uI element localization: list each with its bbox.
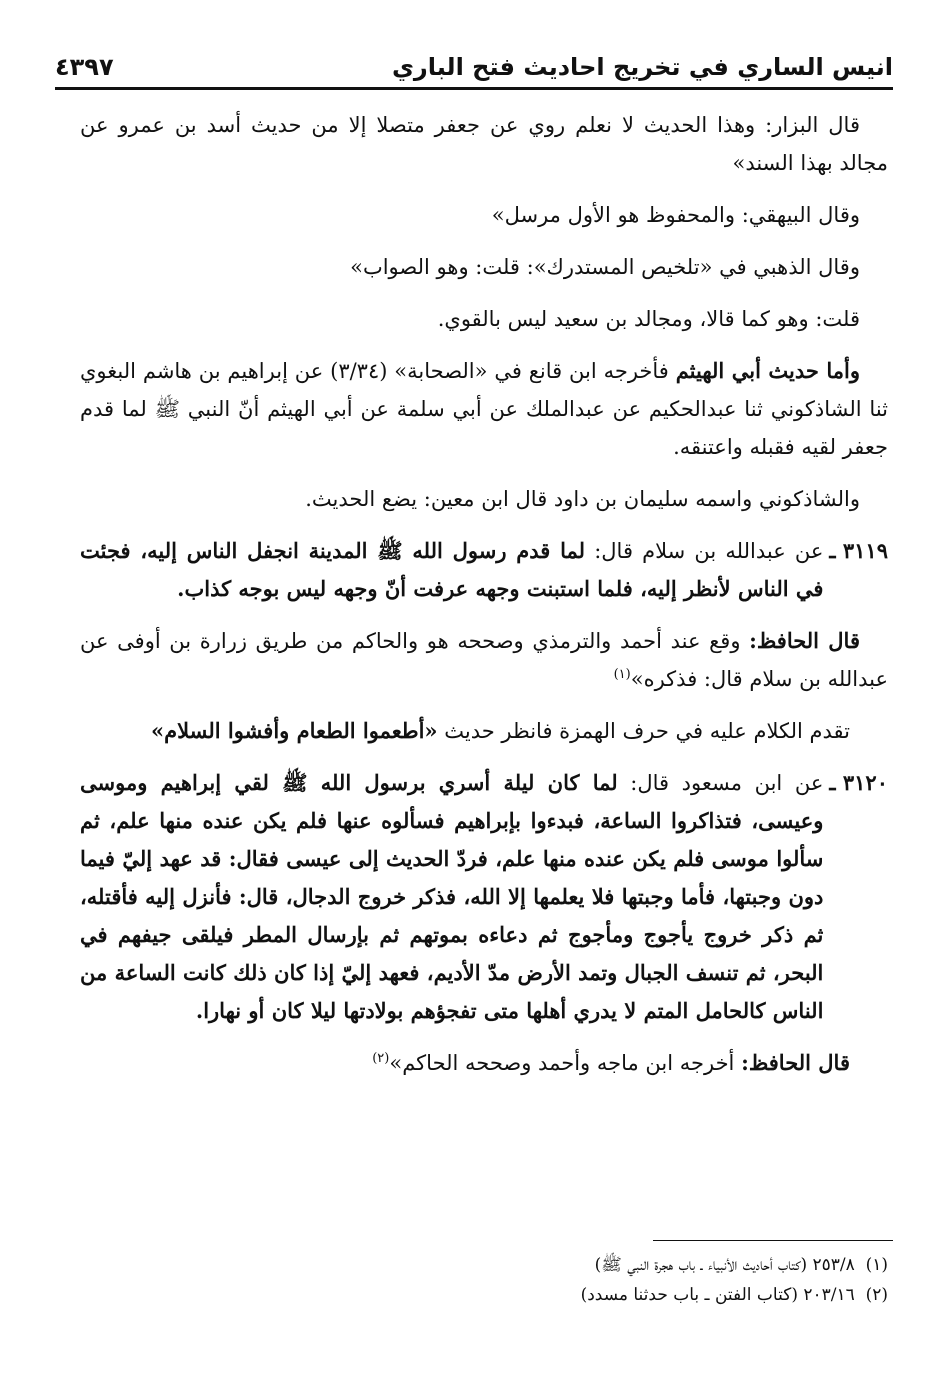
- paragraph-comment: قلت: وهو كما قالا، ومجالد بن سعيد ليس بالقوي.: [437, 307, 860, 331]
- hafiz-comment-1: [80, 622, 888, 698]
- paragraph-dhahabi: وقال الذهبي في «تلخيص المستدرك»: قلت: وهو الصواب»: [350, 255, 860, 279]
- paragraph-bayhaqi: وقال البيهقي: والمحفوظ هو الأول مرسل»: [491, 203, 860, 227]
- page-header: [55, 42, 893, 90]
- hadith-narrator: عن ابن مسعود قال:: [617, 771, 824, 795]
- cross-reference-title: «أطعموا الطعام وأفشوا السلام»: [150, 718, 438, 743]
- hafiz-comment-2: [80, 1044, 888, 1082]
- paragraph-abu-haytham: [80, 352, 888, 466]
- hadith-narrator: عن عبدالله بن سلام قال:: [585, 539, 824, 563]
- footnote-text: ٢٥٣/٨ (كتاب أحاديث الأنبياء ـ باب هجرة النبي ﷺ): [594, 1255, 855, 1275]
- running-title: انيس الساري في تخريج احاديث فتح الباري: [391, 53, 893, 81]
- hadith-text: لما كان ليلة أسري برسول الله ﷺ لقي إبراهيم وموسى وعيسى، فتذاكروا الساعة، فبدءوا بإبراهيم فسألوه عنها فلم يكن عنده منها علم، ثم سألوا موسى فلم يكن عنده منها علم، فردّ الحديث إلى عيسى فقال: قد عهد إليّ فيما دون وجبتها، فأما وجبتها فلا يعلمها إلا الله، فذكر خروج الدجال، قال: فأنزل إليه فأقتله، ثم ذكر خروج يأجوج ومأجوج ثم دعاءه بموتهم ثم بإرسال المطر فيلقى جيفهم في البحر، ثم تنسف الجبال وتمد الأرض مدّ الأديم، فعهد إليّ إذا كان ذلك كانت الساعة من الناس كالحامل المتم لا يدري أهلها متى تفجؤهم بولادتها ليلا كان أو نهارا.: [80, 770, 824, 1023]
- footnotes: [80, 1250, 888, 1310]
- hadith-body: [80, 532, 823, 608]
- hadith-body: [80, 764, 823, 1030]
- footnote-marker: (١): [865, 1255, 888, 1275]
- paragraph-bazzar: قال البزار: وهذا الحديث لا نعلم روي عن جعفر متصلا إلا من حديث أسد بن عمرو عن مجالد بهذا السند»: [80, 113, 888, 175]
- footnote-ref-2[interactable]: (٢): [372, 1051, 390, 1066]
- hadith-number: ٣١١٩ ـ: [829, 538, 888, 563]
- cross-reference: [80, 712, 888, 750]
- hafiz-text: وقع عند أحمد والترمذي وصححه هو والحاكم من طريق زرارة بن أوفى عن عبدالله بن سلام قال: فذكره»: [80, 629, 888, 691]
- footnote-divider: [653, 1240, 893, 1241]
- footnote-text: ٢٠٣/١٦ (كتاب الفتن ـ باب حدثنا مسدد): [580, 1285, 855, 1305]
- hadith-text: لما قدم رسول الله ﷺ المدينة انجفل الناس إليه، فجئت في الناس لأنظر إليه، فلما استبنت وجهه عرفت أنّ وجهه ليس بوجه كذاب.: [80, 538, 824, 601]
- paragraph-shadhakuni: والشاذكوني واسمه سليمان بن داود قال ابن معين: يضع الحديث.: [305, 487, 860, 511]
- hadith-3119: [80, 532, 888, 608]
- paragraph-body: فأخرجه ابن قانع في «الصحابة» (٣/٣٤) عن إبراهيم بن هاشم البغوي ثنا الشاذكوني ثنا عبدالحكيم عن عبدالملك عن أبي سلمة عن أبي الهيثم أنّ النبي ﷺ لما قدم جعفر لقيه فقبله واعتنقه.: [80, 359, 888, 459]
- hafiz-text: أخرجه ابن ماجه وأحمد وصححه الحاكم»: [389, 1051, 742, 1075]
- hafiz-label: قال الحافظ:: [749, 628, 860, 653]
- footnote-marker: (٢): [865, 1285, 888, 1305]
- page-number: ٤٣٩٧: [55, 53, 114, 81]
- footnote-ref-1[interactable]: (١): [613, 667, 631, 682]
- hadith-number: ٣١٢٠ ـ: [829, 770, 888, 795]
- main-text: [80, 106, 888, 1096]
- footnote-2: [80, 1280, 888, 1310]
- hafiz-label: قال الحافظ:: [741, 1050, 850, 1075]
- paragraph-lead: وأما حديث أبي الهيثم: [675, 358, 860, 383]
- cross-reference-text: تقدم الكلام عليه في حرف الهمزة فانظر حديث: [437, 719, 850, 743]
- hadith-3120: [80, 764, 888, 1030]
- footnote-1: [80, 1250, 888, 1280]
